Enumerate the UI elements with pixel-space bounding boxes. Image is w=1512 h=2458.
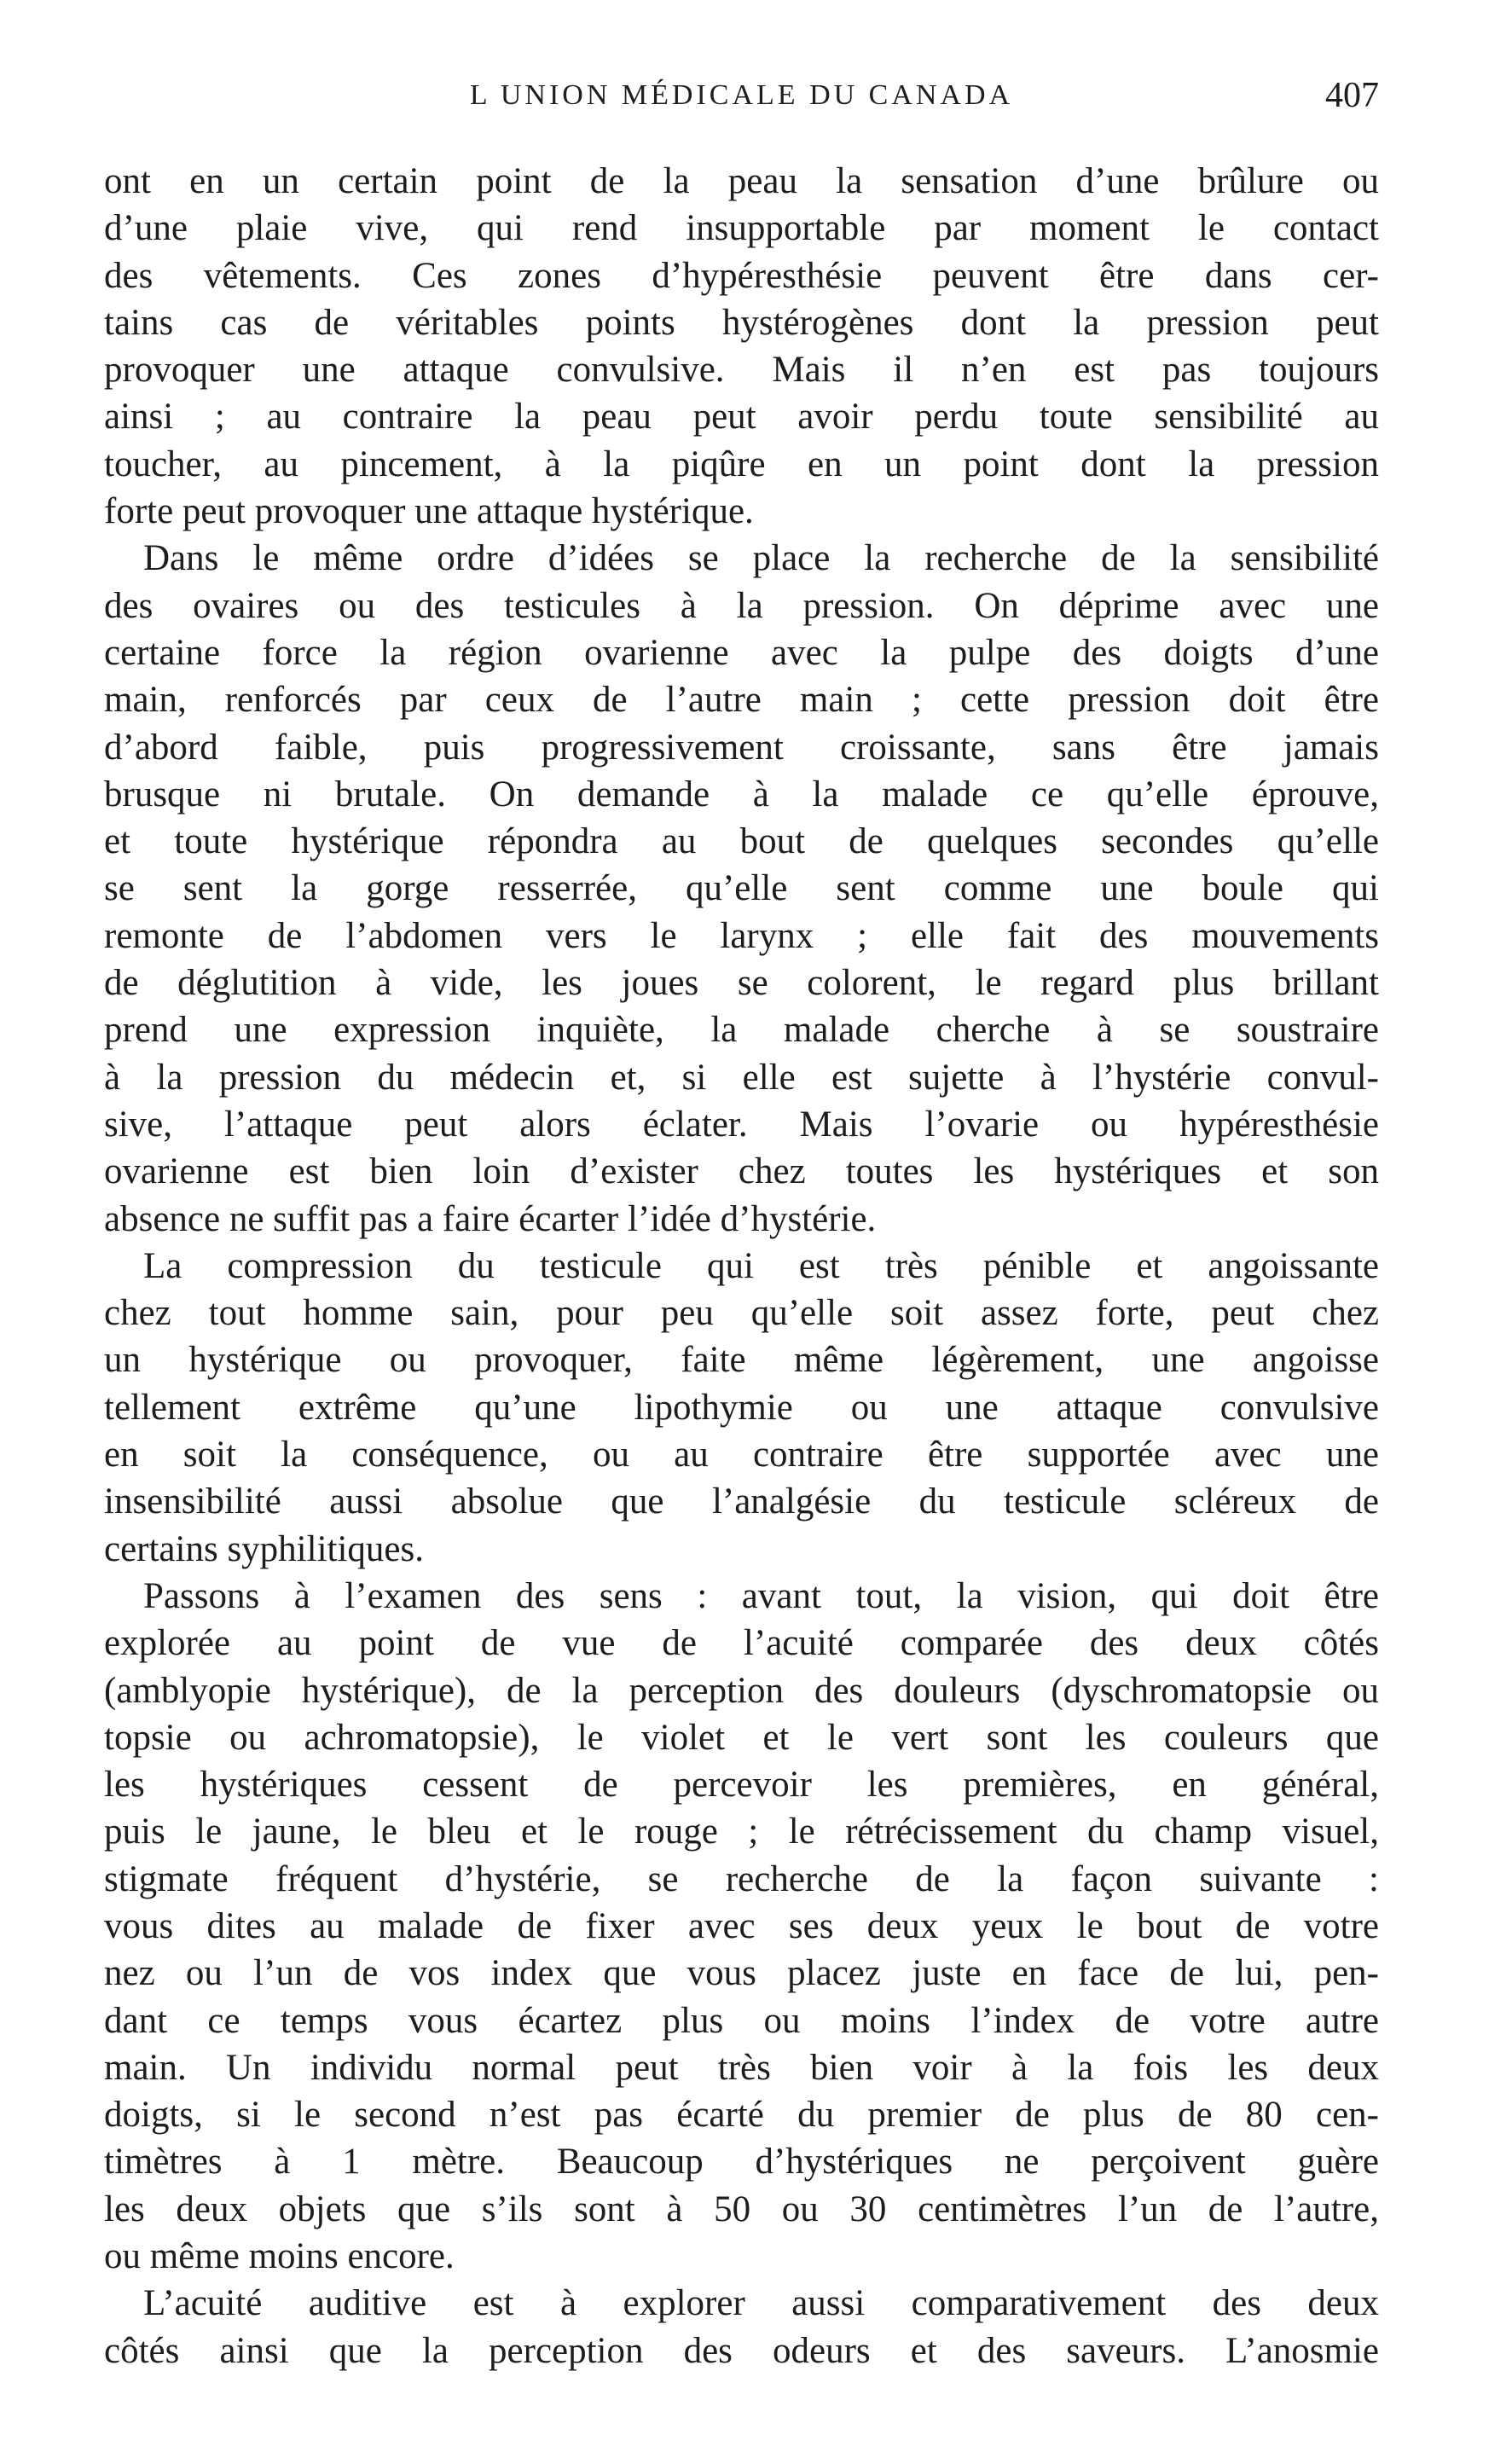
text-line: vous dites au malade de fixer avec ses deux yeux le bout de votre [104,1905,1379,1946]
text-line: Passons à l’examen des sens : avant tout, la vision, qui doit être [143,1575,1379,1616]
body-text [104,158,1379,2374]
text-line: un hystérique ou provoquer, faite même légèrement, une angoisse [104,1340,1379,1381]
text-line: ainsi ; au contraire la peau peut avoir perdu toute sensibilité au [104,397,1379,438]
text-line: se sent la gorge resserrée, qu’elle sent comme une boule qui [104,868,1379,909]
text-line: et toute hystérique répondra au bout de quelques secondes qu’elle [104,821,1379,862]
running-title: L UNION MÉDICALE DU CANADA [469,79,1014,111]
text-line: toucher, au pincement, à la piqûre en un point dont la pression [104,443,1379,484]
text-line: en soit la conséquence, ou au contraire être supportée avec une [104,1435,1379,1475]
text-line: d’abord faible, puis progressivement croissante, sans être jamais [104,727,1379,768]
text-line: les deux objets que s’ils sont à 50 ou 30 centimètres l’un de l’autre, [104,2188,1379,2229]
text-line: sive, l’attaque peut alors éclater. Mais l’ovarie ou hypéresthésie [104,1104,1379,1145]
text-line: forte peut provoquer une attaque hystérique. [104,491,754,532]
text-line: ovarienne est bien loin d’exister chez toutes les hystériques et son [104,1151,1379,1192]
text-line: de déglutition à vide, les joues se colorent, le regard plus brillant [104,963,1379,1004]
text-line: chez tout homme sain, pour peu qu’elle soit assez forte, peut chez [104,1293,1379,1334]
text-line: certaine force la région ovarienne avec la pulpe des doigts d’une [104,632,1379,673]
text-line: d’une plaie vive, qui rend insupportable par moment le contact [104,208,1379,249]
text-line: ou même moins encore. [104,2236,455,2277]
text-line: L’acuité auditive est à explorer aussi comparativement des deux [143,2283,1379,2324]
text-line: main, renforcés par ceux de l’autre main ; cette pression doit être [104,680,1379,721]
text-line: puis le jaune, le bleu et le rouge ; le rétrécissement du champ visuel, [104,1812,1379,1852]
text-line: absence ne suffit pas a faire écarter l’idée d’hystérie. [104,1198,877,1239]
text-line: ont en un certain point de la peau la sensation d’une brûlure ou [104,161,1379,201]
text-line: nez ou l’un de vos index que vous placez juste en face de lui, pen- [104,1953,1379,1994]
text-line: main. Un individu normal peut très bien voir à la fois les deux [104,2047,1379,2088]
text-line: certains syphilitiques. [104,1528,424,1569]
text-line: dant ce temps vous écartez plus ou moins l’index de votre autre [104,2000,1379,2041]
text-line: La compression du testicule qui est très pénible et angoissante [143,1245,1379,1286]
text-line: (amblyopie hystérique), de la perception des douleurs (dyschromatopsie ou [104,1670,1379,1711]
text-line: insensibilité aussi absolue que l’analgésie du testicule scléreux de [104,1481,1379,1522]
text-line: à la pression du médecin et, si elle est sujette à l’hystérie convul- [104,1057,1379,1098]
running-head [104,70,1379,121]
text-line: provoquer une attaque convulsive. Mais il n’en est pas toujours [104,350,1379,391]
page-number: 407 [1325,76,1379,115]
text-line: les hystériques cessent de percevoir les premières, en général, [104,1765,1379,1806]
text-line: brusque ni brutale. On demande à la malade ce qu’elle éprouve, [104,774,1379,815]
text-line: prend une expression inquiète, la malade cherche à se soustraire [104,1010,1379,1051]
text-line: côtés ainsi que la perception des odeurs et des saveurs. L’anosmie [104,2330,1379,2371]
text-line: timètres à 1 mètre. Beaucoup d’hystériques ne perçoivent guère [104,2142,1379,2183]
text-line: Dans le même ordre d’idées se place la recherche de la sensibilité [143,538,1379,579]
text-line: tains cas de véritables points hystérogènes dont la pression peut [104,302,1379,343]
text-line: doigts, si le second n’est pas écarté du premier de plus de 80 cen- [104,2095,1379,2136]
text-line: topsie ou achromatopsie), le violet et le vert sont les couleurs que [104,1717,1379,1758]
text-line: stigmate fréquent d’hystérie, se recherche de la façon suivante : [104,1858,1379,1899]
text-line: des vêtements. Ces zones d’hypéresthésie peuvent être dans cer- [104,255,1379,296]
text-line: des ovaires ou des testicules à la pression. On déprime avec une [104,585,1379,626]
text-line: explorée au point de vue de l’acuité comparée des deux côtés [104,1623,1379,1664]
text-line: remonte de l’abdomen vers le larynx ; elle fait des mouvements [104,915,1379,956]
text-line: tellement extrême qu’une lipothymie ou une attaque convulsive [104,1387,1379,1428]
